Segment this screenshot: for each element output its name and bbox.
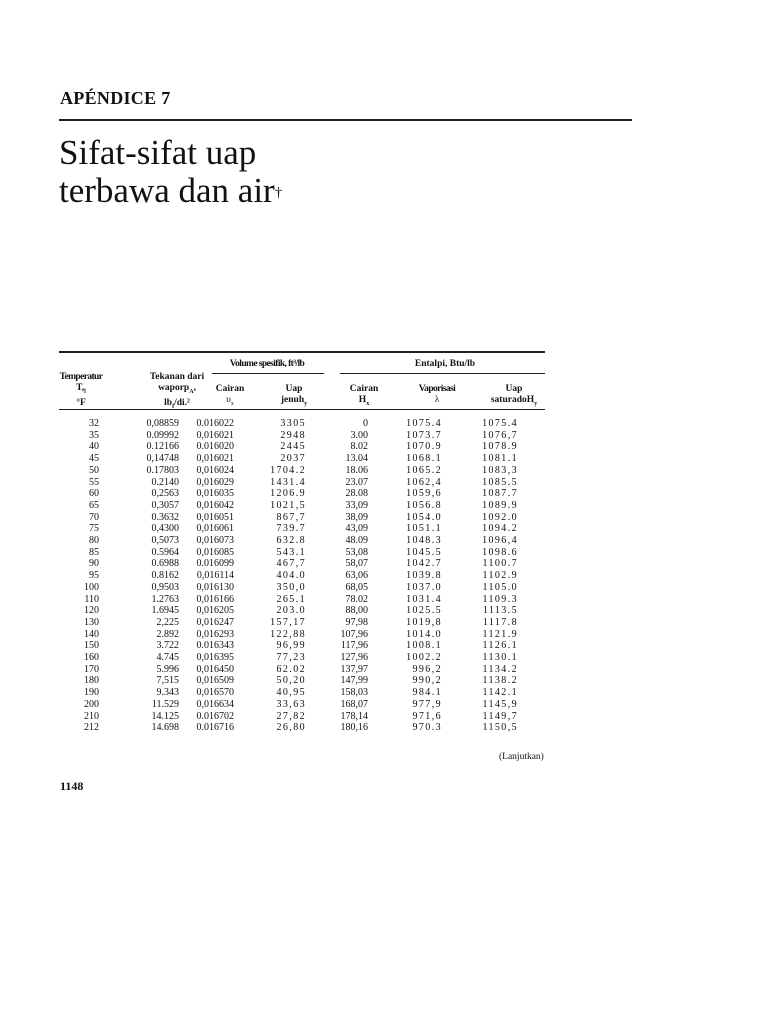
enth-liquid-cell: 3.00 bbox=[350, 429, 368, 441]
enth-sat-cell: 1096,4 bbox=[482, 535, 518, 547]
enth-liquid-cell: 68,05 bbox=[345, 581, 368, 593]
enth-liquid-cell: 147,99 bbox=[340, 675, 368, 687]
table-top-rule bbox=[59, 351, 545, 353]
pressure-unit-main: lb bbox=[164, 397, 173, 408]
enth-vap-l2: λ bbox=[434, 395, 440, 405]
temperature-cell: 50 bbox=[89, 464, 99, 476]
vol-vapor-cell: 77,23 bbox=[276, 652, 306, 664]
vol-liquid-cell: 0,016450 bbox=[196, 663, 234, 675]
vol-vapor-cell: 265.1 bbox=[276, 593, 306, 605]
table-row bbox=[59, 523, 518, 535]
enth-sat-cell: 1134.2 bbox=[482, 663, 518, 675]
pressure-cell: 14.698 bbox=[151, 722, 179, 734]
enth-liquid-cell: 23.07 bbox=[345, 476, 368, 488]
vol-vapor-header bbox=[268, 384, 320, 410]
enth-vap-cell: 1054.0 bbox=[406, 511, 442, 523]
pressure-cell: 11.529 bbox=[151, 698, 179, 710]
vol-liquid-header bbox=[200, 384, 260, 410]
pressure-symbol: waporp bbox=[158, 383, 190, 393]
pressure-cell: 0,5073 bbox=[151, 535, 179, 547]
enth-vap-cell: 977,9 bbox=[412, 698, 442, 710]
vol-vapor-cell: 33,63 bbox=[276, 698, 306, 710]
table-row bbox=[59, 582, 518, 594]
enth-sat-l2 bbox=[483, 395, 545, 410]
table-row bbox=[59, 465, 518, 477]
enth-vap-cell: 984.1 bbox=[412, 687, 442, 699]
enth-sat-cell: 1085.5 bbox=[482, 476, 518, 488]
temperature-cell: 90 bbox=[89, 558, 99, 570]
enth-sat-cell: 1089.9 bbox=[482, 499, 518, 511]
vol-vapor-cell: 26,80 bbox=[276, 722, 306, 734]
enth-vap-cell: 1056.8 bbox=[406, 499, 442, 511]
pressure-cell: 0,9503 bbox=[151, 581, 179, 593]
enth-sat-cell: 1078.9 bbox=[482, 441, 518, 453]
vol-vapor-cell: 632.8 bbox=[276, 535, 306, 547]
enth-vap-cell: 1014.0 bbox=[406, 628, 442, 640]
title-line-2 bbox=[59, 172, 282, 210]
enth-vap-l1: Vaporisasi bbox=[418, 384, 456, 394]
table-row bbox=[59, 570, 518, 582]
vol-vapor-cell: 1206.9 bbox=[270, 488, 306, 500]
table-row bbox=[59, 699, 518, 711]
vol-vapor-cell: 2445 bbox=[280, 441, 306, 453]
header-rule bbox=[59, 119, 632, 121]
vol-liquid-cell: 0,016247 bbox=[196, 616, 234, 628]
enth-liquid-l2 bbox=[339, 395, 389, 410]
vol-liquid-cell: 0.016099 bbox=[196, 558, 234, 570]
page-number: 1148 bbox=[60, 779, 84, 793]
enth-liquid-cell: 117,96 bbox=[340, 640, 368, 652]
title-line-1: Sifat-sifat uap bbox=[59, 133, 257, 172]
temperature-cell: 85 bbox=[89, 546, 99, 558]
vol-vapor-cell: 1431.4 bbox=[270, 476, 306, 488]
enth-liquid-cell: 8.02 bbox=[350, 441, 368, 453]
appendix-label: APÉNDICE 7 bbox=[60, 88, 171, 108]
continued-note: (Lanjutkan) bbox=[499, 752, 544, 762]
table-row bbox=[59, 640, 518, 652]
temperature-cell: 100 bbox=[84, 581, 99, 593]
enth-vap-cell: 1037.0 bbox=[406, 581, 442, 593]
vol-liquid-cell: 0.016343 bbox=[196, 640, 234, 652]
vol-liquid-symbol-sub: x bbox=[230, 400, 234, 407]
table-row bbox=[59, 488, 518, 500]
temperature-cell: 210 bbox=[84, 710, 99, 722]
enth-sat-symbol: saturadoH bbox=[490, 395, 535, 405]
pressure-cell: 0.5964 bbox=[151, 546, 179, 558]
temperature-cell: 200 bbox=[84, 698, 99, 710]
vol-vapor-cell: 739.7 bbox=[276, 523, 306, 535]
vol-vapor-cell: 467,7 bbox=[276, 558, 306, 570]
pressure-cell: 0.17803 bbox=[146, 464, 179, 476]
enth-sat-cell: 1138.2 bbox=[482, 675, 518, 687]
enth-sat-cell: 1100.7 bbox=[482, 558, 518, 570]
enth-liquid-cell: 53,08 bbox=[345, 546, 368, 558]
vol-liquid-cell: 0,016114 bbox=[196, 570, 234, 582]
volume-group-rule bbox=[212, 373, 324, 374]
vol-vapor-cell: 2948 bbox=[280, 429, 306, 441]
vol-liquid-cell: 0,016024 bbox=[196, 464, 234, 476]
temperature-cell: 80 bbox=[89, 535, 99, 547]
vol-liquid-cell: 0,016073 bbox=[196, 535, 234, 547]
vol-vapor-cell: 122,88 bbox=[270, 628, 306, 640]
enth-vap-cell: 970.3 bbox=[412, 722, 442, 734]
temperature-cell: 60 bbox=[89, 488, 99, 500]
enth-liquid-cell: 127,96 bbox=[340, 652, 368, 664]
temperature-cell: 170 bbox=[84, 663, 99, 675]
enth-liquid-cell: 48.09 bbox=[345, 535, 368, 547]
enth-sat-cell: 1105.0 bbox=[482, 581, 518, 593]
temperature-unit: °F bbox=[76, 397, 86, 408]
enth-vap-cell: 971,6 bbox=[412, 710, 442, 722]
vol-liquid-cell: 0.016702 bbox=[196, 710, 234, 722]
enth-liquid-cell: 97,98 bbox=[345, 616, 368, 628]
table-row bbox=[59, 652, 518, 664]
vol-vapor-symbol-sub: y bbox=[304, 400, 308, 407]
enth-sat-cell: 1145,9 bbox=[482, 698, 518, 710]
enth-sat-cell: 1142.1 bbox=[482, 687, 518, 699]
pressure-unit-tail: /di.² bbox=[174, 397, 190, 408]
enth-sat-cell: 1076,7 bbox=[482, 429, 518, 441]
temperature-header-l2 bbox=[59, 383, 103, 398]
vol-liquid-cell: 0,016205 bbox=[196, 605, 234, 617]
pressure-cell: 2,225 bbox=[156, 616, 179, 628]
temperature-cell: 32 bbox=[89, 418, 99, 429]
enth-vap-cell: 1051.1 bbox=[406, 523, 442, 535]
enth-liquid-cell: 0 bbox=[363, 418, 368, 429]
vol-liquid-cell: 0,016570 bbox=[196, 687, 234, 699]
table-row bbox=[59, 535, 518, 547]
enth-liquid-cell: 58,07 bbox=[345, 558, 368, 570]
enth-sat-cell: 1081.1 bbox=[482, 453, 518, 465]
vol-vapor-cell: 157,17 bbox=[270, 616, 306, 628]
temperature-cell: 150 bbox=[84, 640, 99, 652]
vol-liquid-cell: 0.016022 bbox=[196, 418, 234, 429]
enth-vap-header bbox=[401, 384, 473, 406]
page-title bbox=[59, 134, 282, 210]
enth-liquid-cell: 107,96 bbox=[340, 628, 368, 640]
vol-vapor-cell: 404.0 bbox=[276, 570, 306, 582]
vol-vapor-cell: 50,20 bbox=[276, 675, 306, 687]
enth-sat-cell: 1075.4 bbox=[482, 418, 518, 429]
pressure-cell: 1.2763 bbox=[151, 593, 179, 605]
enth-sat-cell: 1150,5 bbox=[482, 722, 518, 734]
enth-liquid-cell: 43,09 bbox=[345, 523, 368, 535]
vol-vapor-cell: 96,99 bbox=[276, 640, 306, 652]
vol-vapor-cell: 27,82 bbox=[276, 710, 306, 722]
enth-sat-symbol-sub: y bbox=[534, 400, 538, 407]
table-row bbox=[59, 477, 518, 489]
enth-liquid-symbol-sub: x bbox=[366, 400, 370, 407]
enth-vap-cell: 996,2 bbox=[412, 663, 442, 675]
pressure-cell: 0.8162 bbox=[151, 570, 179, 582]
enth-vap-cell: 1070.9 bbox=[406, 441, 442, 453]
pressure-header-l1: Tekanan dari bbox=[149, 372, 205, 382]
enth-liquid-cell: 38,09 bbox=[345, 511, 368, 523]
temperature-cell: 190 bbox=[84, 687, 99, 699]
temperature-cell: 45 bbox=[89, 453, 99, 465]
enth-vap-cell: 1062,4 bbox=[406, 476, 442, 488]
enth-liquid-cell: 178,14 bbox=[340, 710, 368, 722]
temperature-cell: 110 bbox=[84, 593, 99, 605]
enth-vap-cell: 1045.5 bbox=[406, 546, 442, 558]
enth-liquid-cell: 78.02 bbox=[345, 593, 368, 605]
vol-liquid-cell: 0,016029 bbox=[196, 476, 234, 488]
vol-liquid-cell: 0,016085 bbox=[196, 546, 234, 558]
temperature-cell: 212 bbox=[84, 722, 99, 734]
enth-vap-cell: 1073.7 bbox=[406, 429, 442, 441]
vol-vapor-cell: 40,95 bbox=[276, 687, 306, 699]
table-row bbox=[59, 711, 518, 723]
table-row bbox=[59, 512, 518, 524]
vol-liquid-cell: 0,016021 bbox=[196, 453, 234, 465]
enth-sat-cell: 1149,7 bbox=[482, 710, 518, 722]
temperature-cell: 55 bbox=[89, 476, 99, 488]
table-row bbox=[59, 722, 518, 734]
table-row bbox=[59, 453, 518, 465]
table-rows bbox=[59, 418, 518, 734]
enth-vap-cell: 990,2 bbox=[412, 675, 442, 687]
title-footnote-mark: † bbox=[274, 185, 283, 201]
enthalpy-group-rule bbox=[340, 373, 545, 374]
table-row bbox=[59, 430, 518, 442]
vol-liquid-cell: 0,016509 bbox=[196, 675, 234, 687]
vol-vapor-l1: Uap bbox=[285, 384, 303, 394]
temperature-symbol-sub: l bbox=[84, 388, 86, 395]
temperature-cell: 75 bbox=[89, 523, 99, 535]
vol-liquid-cell: 0,016130 bbox=[196, 581, 234, 593]
temperature-cell: 70 bbox=[89, 511, 99, 523]
temperature-cell: 35 bbox=[89, 429, 99, 441]
enth-sat-cell: 1083,3 bbox=[482, 464, 518, 476]
table-row bbox=[59, 558, 518, 570]
temperature-cell: 40 bbox=[89, 441, 99, 453]
pressure-cell: 0,14748 bbox=[146, 453, 179, 465]
vol-liquid-cell: 0,016395 bbox=[196, 652, 234, 664]
enth-vap-cell: 1008.1 bbox=[406, 640, 442, 652]
vol-vapor-cell: 62.02 bbox=[276, 663, 306, 675]
vol-vapor-cell: 543.1 bbox=[276, 546, 306, 558]
enth-vap-cell: 1048.3 bbox=[406, 535, 442, 547]
pressure-cell: 0,4300 bbox=[151, 523, 179, 535]
vol-vapor-cell: 867,7 bbox=[276, 511, 306, 523]
vol-liquid-cell: 0,016035 bbox=[196, 488, 234, 500]
vol-liquid-cell: 0,016166 bbox=[196, 593, 234, 605]
enth-liquid-l1: Cairan bbox=[349, 384, 379, 394]
vol-vapor-cell: 3305 bbox=[280, 418, 306, 429]
temperature-cell: 65 bbox=[89, 499, 99, 511]
vol-liquid-cell: 0,016021 bbox=[196, 429, 234, 441]
pressure-cell: 14.125 bbox=[151, 710, 179, 722]
pressure-cell: 1.6945 bbox=[151, 605, 179, 617]
table-row bbox=[59, 594, 518, 606]
enth-liquid-cell: 18.06 bbox=[345, 464, 368, 476]
temperature-cell: 160 bbox=[84, 652, 99, 664]
pressure-cell: 0.3632 bbox=[151, 511, 179, 523]
temperature-symbol: T, bbox=[76, 383, 85, 393]
vol-liquid-l1: Cairan bbox=[215, 384, 245, 394]
title-line-2-text: terbawa dan air bbox=[59, 171, 275, 210]
pressure-cell: 2.892 bbox=[156, 628, 179, 640]
enth-liquid-cell: 88,00 bbox=[345, 605, 368, 617]
pressure-cell: 0,2563 bbox=[151, 488, 179, 500]
enth-vap-cell: 1059,6 bbox=[406, 488, 442, 500]
enth-sat-cell: 1126.1 bbox=[482, 640, 518, 652]
pressure-cell: 5.996 bbox=[156, 663, 179, 675]
vol-vapor-cell: 1704.2 bbox=[270, 464, 306, 476]
vol-liquid-l2 bbox=[200, 395, 260, 410]
enth-liquid-cell: 33,09 bbox=[345, 499, 368, 511]
enth-sat-header bbox=[483, 384, 545, 410]
enth-liquid-cell: 13.04 bbox=[345, 453, 368, 465]
enthalpy-group-header: Entalpi, Btu/lb bbox=[414, 359, 476, 369]
enth-sat-cell: 1098.6 bbox=[482, 546, 518, 558]
table-row bbox=[59, 547, 518, 559]
temperature-cell: 120 bbox=[84, 605, 99, 617]
table-row bbox=[59, 664, 518, 676]
enth-sat-cell: 1109.3 bbox=[482, 593, 518, 605]
enth-sat-cell: 1087.7 bbox=[482, 488, 518, 500]
enth-sat-cell: 1113.5 bbox=[482, 605, 518, 617]
steam-table-body bbox=[59, 418, 518, 734]
enth-vap-cell: 1019,8 bbox=[406, 616, 442, 628]
enth-vap-cell: 1065.2 bbox=[406, 464, 442, 476]
volume-group-header bbox=[199, 359, 335, 370]
pressure-cell: 3.722 bbox=[156, 640, 179, 652]
temperature-cell: 180 bbox=[84, 675, 99, 687]
vol-vapor-cell: 2037 bbox=[280, 453, 306, 465]
vol-liquid-cell: 0,016293 bbox=[196, 628, 234, 640]
enth-liquid-cell: 63,06 bbox=[345, 570, 368, 582]
vol-vapor-symbol: jenuh bbox=[280, 395, 305, 405]
vol-liquid-symbol: υ bbox=[226, 395, 231, 405]
enth-vap-cell: 1042.7 bbox=[406, 558, 442, 570]
pressure-cell: 0.09992 bbox=[146, 429, 179, 441]
enth-sat-cell: 1094.2 bbox=[482, 523, 518, 535]
enth-liquid-cell: 180,16 bbox=[340, 722, 368, 734]
enth-sat-cell: 1117.8 bbox=[482, 616, 518, 628]
enth-liquid-cell: 28.08 bbox=[345, 488, 368, 500]
pressure-cell: 7,515 bbox=[156, 675, 179, 687]
enth-sat-cell: 1102.9 bbox=[482, 570, 518, 582]
temperature-cell: 140 bbox=[84, 628, 99, 640]
pressure-cell: 0,3057 bbox=[151, 499, 179, 511]
vol-liquid-cell: 0.016020 bbox=[196, 441, 234, 453]
vol-liquid-cell: 0,016634 bbox=[196, 698, 234, 710]
enth-liquid-symbol: H bbox=[358, 395, 367, 405]
enth-sat-cell: 1092.0 bbox=[482, 511, 518, 523]
vol-vapor-cell: 350,0 bbox=[276, 581, 306, 593]
table-row bbox=[59, 687, 518, 699]
pressure-cell: 0,08859 bbox=[146, 418, 179, 429]
enth-vap-cell: 1025.5 bbox=[406, 605, 442, 617]
enth-vap-cell: 1039.8 bbox=[406, 570, 442, 582]
pressure-cell: 0.6988 bbox=[151, 558, 179, 570]
table-row bbox=[59, 617, 518, 629]
table-row bbox=[59, 605, 518, 617]
enth-sat-cell: 1121.9 bbox=[482, 628, 518, 640]
vol-vapor-cell: 1021,5 bbox=[270, 499, 306, 511]
enth-sat-cell: 1130.1 bbox=[482, 652, 518, 664]
table-row bbox=[59, 441, 518, 453]
pressure-cell: 9.343 bbox=[156, 687, 179, 699]
vol-liquid-cell: 0,016042 bbox=[196, 499, 234, 511]
table-row bbox=[59, 418, 518, 430]
table-row bbox=[59, 675, 518, 687]
vol-liquid-cell: 0,016051 bbox=[196, 511, 234, 523]
enth-liquid-cell: 168,07 bbox=[340, 698, 368, 710]
enth-vap-cell: 1068.1 bbox=[406, 453, 442, 465]
enth-liquid-header bbox=[339, 384, 389, 410]
enth-vap-cell: 1031.4 bbox=[406, 593, 442, 605]
temperature-header bbox=[59, 372, 103, 409]
enth-vap-cell: 1002.2 bbox=[406, 652, 442, 664]
pressure-cell: 0.2140 bbox=[151, 476, 179, 488]
pressure-cell: 4.745 bbox=[156, 652, 179, 664]
pressure-cell: 0.12166 bbox=[146, 441, 179, 453]
pressure-unit-sub: f bbox=[172, 403, 175, 410]
volume-group-text: Volume spesifik, ft³/lb bbox=[229, 359, 305, 369]
temperature-header-l1: Temperatur bbox=[59, 372, 103, 382]
vol-liquid-cell: 0,016061 bbox=[196, 523, 234, 535]
temperature-cell: 130 bbox=[84, 616, 99, 628]
vol-vapor-l2 bbox=[268, 395, 320, 410]
enth-liquid-cell: 137,97 bbox=[340, 663, 368, 675]
pressure-symbol-sub: A bbox=[189, 388, 194, 395]
table-row bbox=[59, 500, 518, 512]
enth-vap-cell: 1075.4 bbox=[406, 418, 442, 429]
enth-liquid-cell: 158,03 bbox=[340, 687, 368, 699]
vol-liquid-cell: 0.016716 bbox=[196, 722, 234, 734]
temperature-cell: 95 bbox=[89, 570, 99, 582]
vol-vapor-cell: 203.0 bbox=[276, 605, 306, 617]
pressure-symbol-tail: , bbox=[193, 383, 196, 393]
enth-sat-l1: Uap bbox=[505, 384, 523, 394]
table-row bbox=[59, 629, 518, 641]
